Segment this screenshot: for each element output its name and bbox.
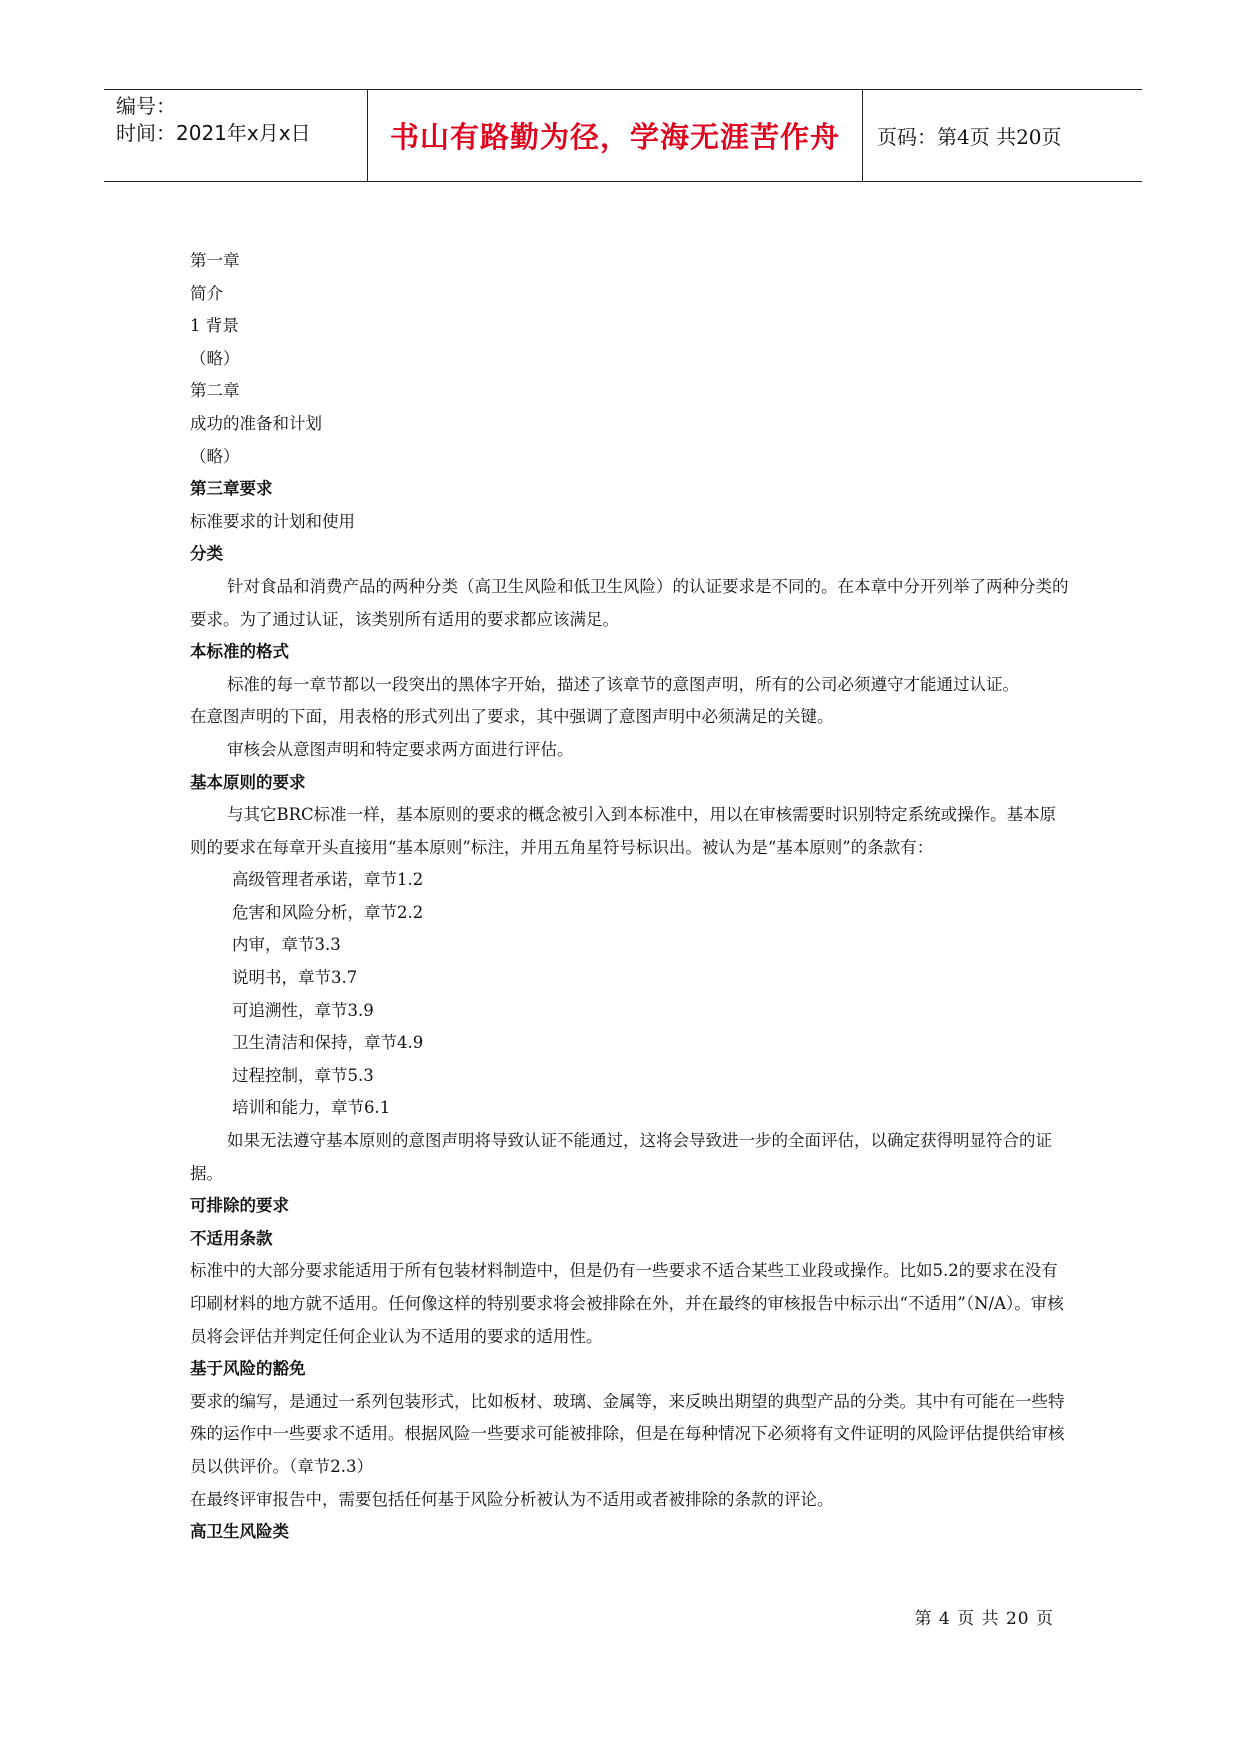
document-time-label: 时间：2021年x月x日 [116,121,311,145]
paragraph: 与其它BRC标准一样，基本原则的要求的概念被引入到本标准中，用以在审核需要时识别特定系统或操作。基本原则的要求在每章开头直接用“基本原则”标注，并用五角星符号标识出。被认为是“基本原则”的条款有： [190,805,1057,857]
header-motto: 书山有路勤为径，学海无涯苦作舟 [368,90,863,181]
section-heading: 基本原则的要求 [190,772,306,792]
omitted-note: （略） [190,446,240,466]
section-heading: 高卫生风险类 [190,1522,289,1542]
header-page-number: 页码：第4页 共20页 [877,125,1062,149]
section-heading: 第三章要求 [190,479,273,499]
header-info-cell [104,90,368,181]
paragraph: 标准要求的计划和使用 [190,511,355,531]
section-heading: 基于风险的豁免 [190,1359,306,1379]
document-number-label: 编号： [116,94,176,118]
page-header [104,89,1142,182]
list-item: 培训和能力，章节6.1 [232,1098,391,1118]
paragraph: 标准中的大部分要求能适用于所有包装材料制造中，但是仍有一些要求不适合某些工业段或操作。比如5.2的要求在没有印刷材料的地方就不适用。任何像这样的特别要求将会被排除在外，并在最终的审核报告中标示出“不适用”（N/A）。审核员将会评估并判定任何企业认为不适用的要求的适用性。 [190,1261,1064,1346]
chapter-heading: 第二章 [190,381,240,401]
page-footer: 第 4 页 共 20 页 [914,1609,1054,1629]
section-heading: 不适用条款 [190,1228,273,1248]
paragraph: 标准的每一章节都以一段突出的黑体字开始，描述了该章节的意图声明，所有的公司必须遵守才能通过认证。 [227,674,1019,694]
paragraph: 在意图声明的下面，用表格的形式列出了要求，其中强调了意图声明中必须满足的关键。 [190,707,834,727]
chapter-title: 简介 [190,283,223,303]
omitted-note: （略） [190,348,240,368]
list-item: 过程控制，章节5.3 [232,1065,374,1085]
section-heading: 1 背景 [190,316,239,336]
paragraph: 在最终评审报告中，需要包括任何基于风险分析被认为不适用或者被排除的条款的评论。 [190,1489,834,1509]
chapter-title: 成功的准备和计划 [190,413,322,433]
paragraph: 要求的编写，是通过一系列包装形式，比如板材、玻璃、金属等，来反映出期望的典型产品的分类。其中有可能在一些特殊的运作中一些要求不适用。根据风险一些要求可能被排除，但是在每种情况下必须将有文件证明的风险评估提供给审核员以供评价。（章节2.3） [190,1391,1065,1476]
paragraph: 如果无法遵守基本原则的意图声明将导致认证不能通过，这将会导致进一步的全面评估，以确定获得明显符合的证据。 [190,1131,1052,1183]
list-item: 内审，章节3.3 [232,935,341,955]
list-item: 可追溯性，章节3.9 [232,1000,374,1020]
document-body [190,245,1070,1549]
list-item: 高级管理者承诺，章节1.2 [232,870,424,890]
section-heading: 可排除的要求 [190,1196,289,1216]
list-item: 卫生清洁和保持，章节4.9 [232,1033,424,1053]
paragraph: 针对食品和消费产品的两种分类（高卫生风险和低卫生风险）的认证要求是不同的。在本章中分开列举了两种分类的要求。为了通过认证，该类别所有适用的要求都应该满足。 [190,576,1069,629]
chapter-heading: 第一章 [190,251,240,270]
section-heading: 分类 [190,544,223,564]
paragraph: 审核会从意图声明和特定要求两方面进行评估。 [227,739,574,759]
list-item: 危害和风险分析，章节2.2 [232,902,424,922]
list-item: 说明书，章节3.7 [232,968,358,988]
section-heading: 本标准的格式 [190,642,289,662]
